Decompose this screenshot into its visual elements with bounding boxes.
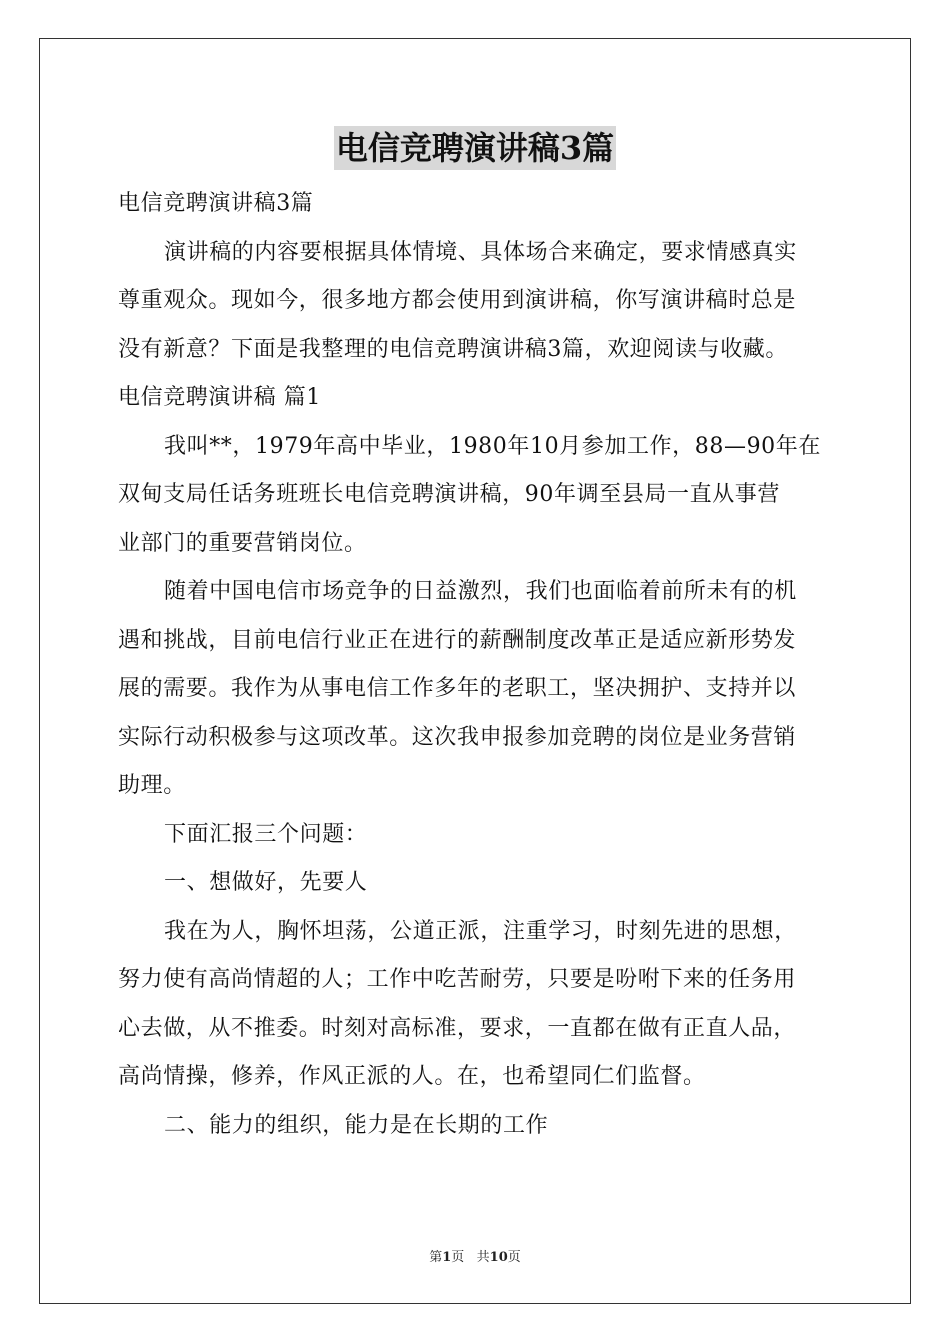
text-line: 尊重观众。现如今，很多地方都会使用到演讲稿，你写演讲稿时总是	[118, 288, 797, 313]
text-line: 二、能力的组织，能力是在长期的工作	[164, 1112, 549, 1138]
footer-suffix: 页	[507, 1250, 521, 1265]
footer-total-pages: 10	[489, 1250, 508, 1265]
text-line: 没有新意？下面是我整理的电信竞聘演讲稿3篇，欢迎阅读与收藏。	[118, 336, 788, 362]
text-line: 随着中国电信市场竞争的日益激烈，我们也面临着前所未有的机	[164, 579, 797, 604]
text-line: 我在为人，胸怀坦荡，公道正派，注重学习，时刻先进的思想，	[164, 918, 797, 944]
text-line: 努力使有高尚情超的人；工作中吃苦耐劳，只要是吩咐下来的任务用	[118, 967, 797, 992]
title-wrap	[0, 126, 950, 170]
text-line: 电信竞聘演讲稿3篇	[118, 191, 314, 216]
text-line: 高尚情操，修养，作风正派的人。在，也希望同仁们监督。	[118, 1064, 706, 1089]
text-line: 实际行动积极参与这项改革。这次我申报参加竞聘的岗位是业务营销	[118, 724, 797, 750]
text-line: 我叫**，1979年高中毕业，1980年10月参加工作，88—90年在	[164, 433, 821, 459]
text-line: 下面汇报三个问题：	[164, 821, 368, 847]
document-title: 电信竞聘演讲稿3篇	[334, 126, 616, 170]
text-line: 演讲稿的内容要根据具体情境、具体场合来确定，要求情感真实	[164, 239, 797, 265]
text-line: 电信竞聘演讲稿 篇1	[118, 385, 321, 410]
text-line: 展的需要。我作为从事电信工作多年的老职工，坚决拥护、支持并以	[118, 676, 797, 701]
footer-page-number: 1	[442, 1250, 452, 1265]
footer-prefix: 第	[429, 1250, 443, 1265]
page-footer	[0, 1246, 950, 1265]
text-line: 业部门的重要营销岗位。	[118, 530, 367, 556]
text-line: 双甸支局任话务班班长电信竞聘演讲稿，90年调至县局一直从事营	[118, 482, 780, 507]
document-body	[118, 180, 834, 1150]
footer-middle: 页 共	[451, 1250, 490, 1265]
text-line: 遇和挑战，目前电信行业正在进行的薪酬制度改革正是适应新形势发	[118, 627, 797, 653]
text-line: 心去做，从不推委。时刻对高标准，要求，一直都在做有正直人品，	[118, 1015, 797, 1041]
text-line: 助理。	[118, 773, 186, 798]
text-line: 一、想做好，先要人	[164, 870, 368, 895]
